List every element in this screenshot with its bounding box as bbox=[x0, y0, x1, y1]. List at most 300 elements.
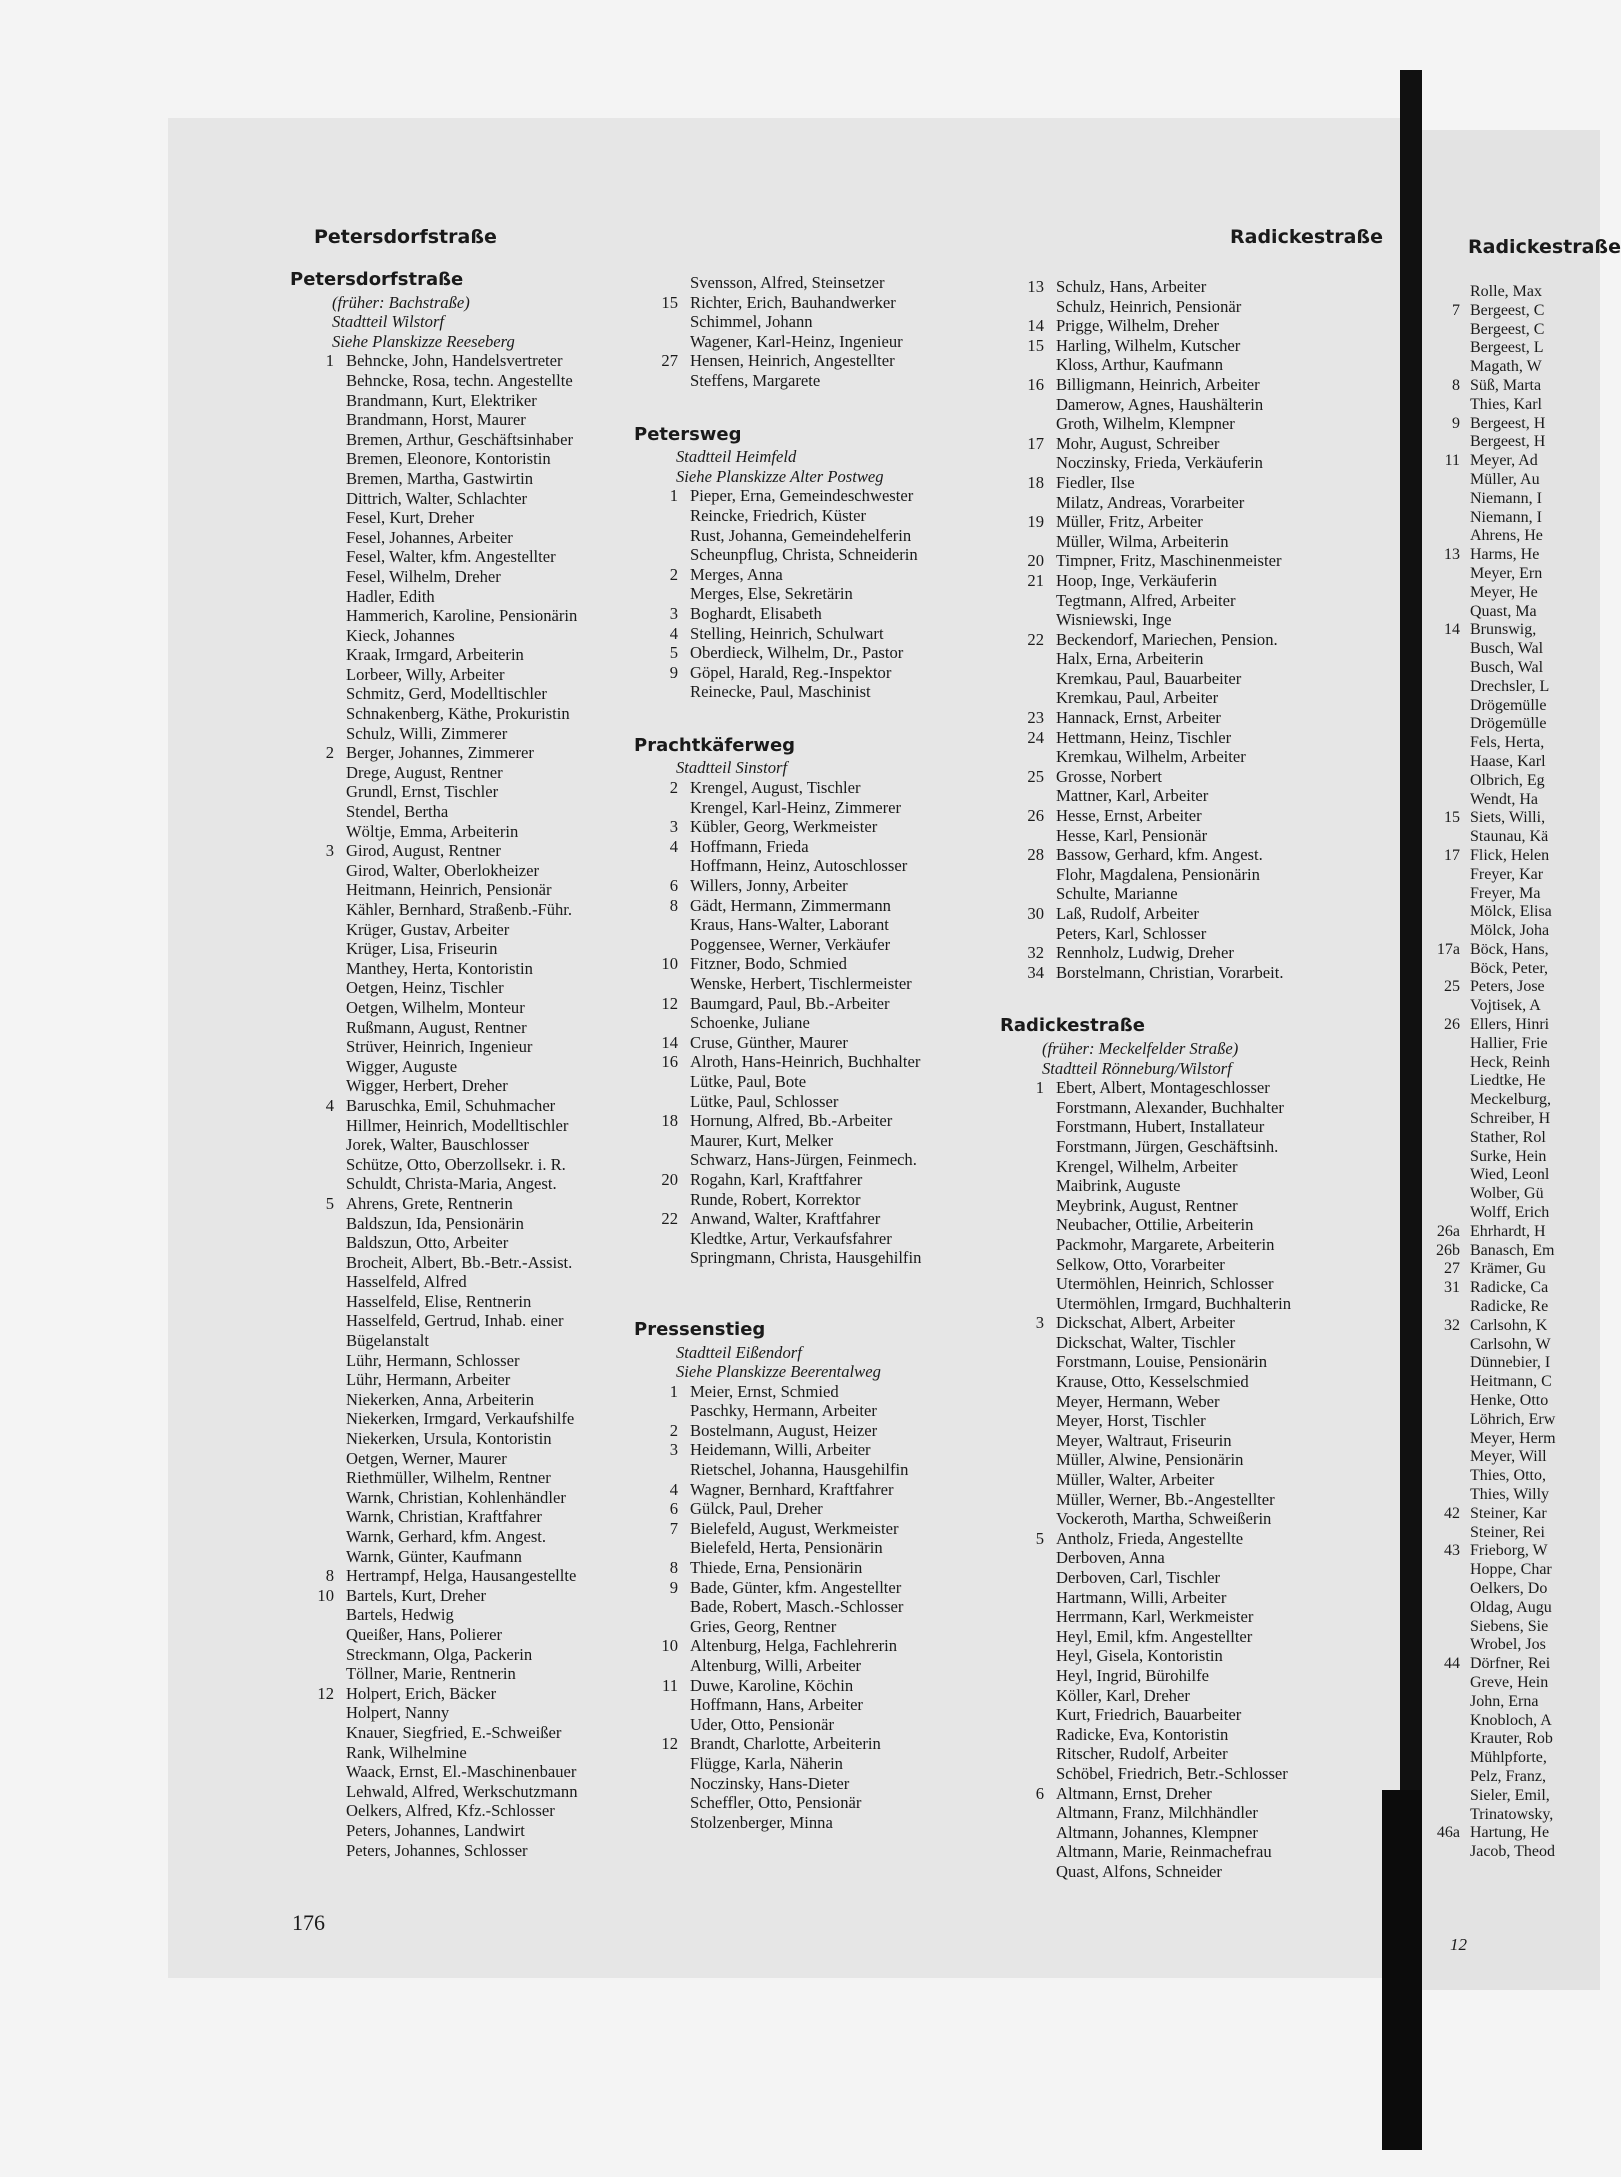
house-number bbox=[1010, 1411, 1056, 1431]
house-number bbox=[300, 508, 346, 528]
house-number bbox=[1010, 1470, 1056, 1490]
house-number bbox=[644, 332, 690, 352]
resident-entry: Alroth, Hans-Heinrich, Buchhalter bbox=[690, 1052, 921, 1072]
directory-entry bbox=[1010, 1333, 1291, 1353]
directory-entry bbox=[1010, 532, 1291, 552]
directory-entry bbox=[1428, 1072, 1600, 1091]
directory-entry bbox=[1010, 473, 1291, 493]
resident-entry: Altmann, Johannes, Klempner bbox=[1056, 1822, 1258, 1842]
house-number: 32 bbox=[1444, 1316, 1460, 1334]
directory-entry bbox=[1428, 809, 1600, 828]
directory-entry bbox=[1010, 904, 1291, 924]
house-number bbox=[1428, 1148, 1470, 1167]
house-number bbox=[644, 1131, 690, 1151]
directory-entry bbox=[1428, 433, 1600, 452]
resident-entry: Rogahn, Karl, Kraftfahrer bbox=[690, 1169, 863, 1189]
house-number bbox=[300, 410, 346, 430]
directory-entry bbox=[1428, 1730, 1600, 1749]
directory-entry bbox=[644, 1033, 921, 1053]
section-spacer bbox=[1010, 982, 1291, 1016]
street-note: Stadtteil Heimfeld bbox=[676, 447, 797, 467]
resident-entry: Schütze, Otto, Oberzollsekr. i. R. bbox=[346, 1154, 566, 1174]
house-number: 8 bbox=[669, 1558, 678, 1578]
resident-entry: Mölck, Joha bbox=[1470, 922, 1550, 940]
house-number bbox=[1428, 396, 1470, 415]
directory-entry bbox=[644, 1656, 921, 1676]
directory-entry bbox=[644, 1170, 921, 1190]
house-number bbox=[1010, 1764, 1056, 1784]
directory-entry bbox=[300, 1684, 578, 1704]
house-number: 24 bbox=[1027, 727, 1044, 747]
directory-entry bbox=[644, 1695, 921, 1715]
house-number bbox=[300, 1351, 346, 1371]
street-note: Stadtteil Sinstorf bbox=[676, 758, 788, 778]
house-number: 26 bbox=[1444, 1016, 1460, 1034]
house-number bbox=[1010, 669, 1056, 689]
directory-entry bbox=[644, 1052, 921, 1072]
house-number bbox=[644, 584, 690, 604]
directory-entry bbox=[1010, 1548, 1291, 1568]
resident-entry: Dickschat, Walter, Tischler bbox=[1056, 1332, 1236, 1352]
resident-entry: Stelling, Heinrich, Schulwart bbox=[690, 623, 884, 643]
house-number bbox=[1428, 339, 1470, 358]
house-number: 18 bbox=[1027, 472, 1044, 492]
directory-entry bbox=[1428, 659, 1600, 678]
resident-entry: Müller, Fritz, Arbeiter bbox=[1056, 512, 1203, 532]
house-number: 7 bbox=[1452, 301, 1460, 319]
house-number bbox=[1010, 1215, 1056, 1235]
house-number bbox=[1428, 1392, 1470, 1411]
directory-entry bbox=[644, 974, 921, 994]
resident-entry: Stather, Rol bbox=[1470, 1128, 1546, 1146]
directory-entry bbox=[1010, 1372, 1291, 1392]
resident-entry: Billigmann, Heinrich, Arbeiter bbox=[1056, 374, 1260, 394]
house-number: 1 bbox=[1035, 1078, 1044, 1098]
directory-entry bbox=[300, 724, 578, 744]
directory-entry bbox=[644, 1578, 921, 1598]
resident-entry: Köller, Karl, Dreher bbox=[1056, 1685, 1190, 1705]
resident-entry: Freyer, Ma bbox=[1470, 884, 1541, 902]
directory-entry bbox=[300, 841, 578, 861]
directory-entry bbox=[644, 1460, 921, 1480]
resident-entry: Hoffmann, Heinz, Autoschlosser bbox=[690, 856, 908, 876]
resident-entry: Oetgen, Werner, Maurer bbox=[346, 1448, 507, 1468]
resident-entry: Forstmann, Hubert, Installateur bbox=[1056, 1117, 1265, 1137]
directory-entry bbox=[1010, 1764, 1291, 1784]
directory-entry bbox=[1428, 1787, 1600, 1806]
resident-entry: Behncke, Rosa, techn. Angestellte bbox=[346, 370, 573, 390]
directory-entry bbox=[300, 430, 578, 450]
street-note: (früher: Bachstraße) bbox=[332, 292, 470, 312]
directory-entry bbox=[644, 1636, 921, 1656]
resident-entry: Ellers, Hinri bbox=[1470, 1016, 1550, 1034]
resident-entry: Schreiber, H bbox=[1470, 1110, 1551, 1128]
street-note: Stadtteil Wilstorf bbox=[332, 312, 445, 332]
resident-entry: Hensen, Heinrich, Angestellter bbox=[690, 351, 895, 371]
resident-entry: Lehwald, Alfred, Werkschutzmann bbox=[346, 1781, 578, 1801]
directory-entry bbox=[1428, 603, 1600, 622]
directory-entry bbox=[1428, 1204, 1600, 1223]
directory-entry bbox=[644, 1440, 921, 1460]
directory-entry bbox=[1010, 297, 1291, 317]
house-number bbox=[1010, 1568, 1056, 1588]
directory-entry bbox=[1010, 1842, 1291, 1862]
resident-entry: Dörfner, Rei bbox=[1470, 1655, 1551, 1673]
directory-entry bbox=[300, 508, 578, 528]
resident-entry: Queißer, Hans, Polierer bbox=[346, 1624, 503, 1644]
resident-entry: Wigger, Auguste bbox=[346, 1056, 458, 1076]
directory-entry bbox=[644, 1150, 921, 1170]
directory-entry bbox=[1428, 1542, 1600, 1561]
resident-entry: Warnk, Christian, Kraftfahrer bbox=[346, 1507, 542, 1527]
resident-entry: Waack, Ernst, El.-Maschinenbauer bbox=[346, 1762, 577, 1782]
house-number bbox=[300, 1527, 346, 1547]
house-number bbox=[1010, 1607, 1056, 1627]
house-number bbox=[1428, 903, 1470, 922]
resident-entry: Bremen, Martha, Gastwirtin bbox=[346, 468, 534, 488]
house-number bbox=[644, 1597, 690, 1617]
house-number bbox=[644, 1092, 690, 1112]
house-number bbox=[1010, 1744, 1056, 1764]
resident-entry: Krüger, Gustav, Arbeiter bbox=[346, 919, 510, 939]
street-heading: Pressenstieg bbox=[634, 1318, 766, 1340]
directory-entry bbox=[300, 567, 578, 587]
house-number bbox=[1428, 1636, 1470, 1655]
resident-entry: Hesse, Ernst, Arbeiter bbox=[1056, 806, 1202, 826]
resident-entry: Süß, Marta bbox=[1470, 376, 1542, 394]
directory-entry bbox=[1010, 1607, 1291, 1627]
resident-entry: Beckendorf, Mariechen, Pension. bbox=[1056, 629, 1278, 649]
directory-entry bbox=[1010, 1803, 1291, 1823]
resident-entry: Runde, Robert, Korrektor bbox=[690, 1189, 861, 1209]
resident-entry: Borstelmann, Christian, Vorarbeit. bbox=[1056, 962, 1284, 982]
resident-entry: Müller, Wilma, Arbeiterin bbox=[1056, 531, 1229, 551]
house-number: 26 bbox=[1027, 806, 1044, 826]
resident-entry: Duwe, Karoline, Köchin bbox=[690, 1675, 854, 1695]
directory-entry bbox=[1428, 1693, 1600, 1712]
resident-entry: Uder, Otto, Pensionär bbox=[690, 1714, 835, 1734]
directory-entry bbox=[1010, 453, 1291, 473]
resident-entry: Schulz, Hans, Arbeiter bbox=[1056, 277, 1207, 296]
directory-entry bbox=[300, 1488, 578, 1508]
house-number bbox=[1010, 1548, 1056, 1568]
directory-entry bbox=[300, 1703, 578, 1723]
house-number bbox=[300, 391, 346, 411]
resident-entry: Bostelmann, August, Heizer bbox=[690, 1420, 878, 1440]
directory-entry bbox=[644, 682, 921, 702]
house-number bbox=[300, 645, 346, 665]
directory-entry bbox=[1428, 1392, 1600, 1411]
resident-entry: Meckelburg, bbox=[1470, 1091, 1552, 1109]
directory-entry bbox=[300, 1527, 578, 1547]
house-number bbox=[644, 1813, 690, 1833]
house-number bbox=[1010, 1352, 1056, 1372]
house-number bbox=[1428, 1373, 1470, 1392]
house-number bbox=[300, 1488, 346, 1508]
resident-entry: Schulz, Heinrich, Pensionär bbox=[1056, 296, 1242, 316]
directory-entry bbox=[1428, 1148, 1600, 1167]
resident-entry: Krengel, Wilhelm, Arbeiter bbox=[1056, 1156, 1238, 1176]
directory-entry bbox=[1428, 1091, 1600, 1110]
resident-entry: Kähler, Bernhard, Straßenb.-Führ. bbox=[346, 900, 573, 919]
house-number bbox=[300, 802, 346, 822]
house-number bbox=[1428, 509, 1470, 528]
resident-entry: Radicke, Eva, Kontoristin bbox=[1056, 1724, 1229, 1744]
directory-entry bbox=[1428, 377, 1600, 396]
resident-entry: Holpert, Nanny bbox=[346, 1703, 450, 1723]
directory-entry bbox=[1428, 791, 1600, 810]
resident-entry: Radicke, Ca bbox=[1470, 1279, 1549, 1297]
directory-entry bbox=[1010, 610, 1291, 630]
directory-entry bbox=[644, 1754, 921, 1774]
directory-entry bbox=[1010, 728, 1291, 748]
directory-entry bbox=[1428, 1580, 1600, 1599]
directory-entry bbox=[644, 584, 921, 604]
resident-entry: Heitmann, C bbox=[1470, 1373, 1552, 1391]
resident-entry: Merges, Anna bbox=[690, 564, 783, 584]
directory-entry bbox=[300, 861, 578, 881]
house-number bbox=[1010, 1294, 1056, 1314]
house-number: 9 bbox=[669, 662, 678, 682]
directory-entry bbox=[1010, 1627, 1291, 1647]
directory-entry bbox=[644, 643, 921, 663]
resident-entry: Brandt, Charlotte, Arbeiterin bbox=[690, 1734, 881, 1754]
directory-entry bbox=[644, 954, 921, 974]
house-number bbox=[1010, 493, 1056, 513]
directory-entry bbox=[300, 391, 578, 411]
house-number bbox=[1428, 1524, 1470, 1543]
house-number bbox=[1428, 659, 1470, 678]
house-number: 16 bbox=[661, 1052, 678, 1072]
directory-entry bbox=[1428, 1467, 1600, 1486]
resident-entry: Hammerich, Karoline, Pensionärin bbox=[346, 606, 578, 626]
house-number bbox=[1010, 1627, 1056, 1647]
house-number: 2 bbox=[669, 778, 678, 798]
resident-entry: Böck, Hans, bbox=[1470, 940, 1549, 958]
resident-entry: Steiner, Kar bbox=[1470, 1504, 1547, 1522]
directory-entry bbox=[1010, 1117, 1291, 1137]
resident-entry: Meyer, Waltraut, Friseurin bbox=[1056, 1430, 1232, 1450]
resident-entry: Bremen, Arthur, Geschäftsinhaber bbox=[346, 429, 573, 449]
directory-entry bbox=[300, 1664, 578, 1684]
resident-entry: Forstmann, Alexander, Buchhalter bbox=[1056, 1097, 1284, 1117]
resident-entry: Fiedler, Ilse bbox=[1056, 472, 1135, 492]
resident-entry: Boghardt, Elisabeth bbox=[690, 603, 822, 623]
resident-entry: Rank, Wilhelmine bbox=[346, 1742, 467, 1762]
house-number bbox=[300, 1174, 346, 1194]
directory-entry bbox=[644, 1131, 921, 1151]
directory-entry bbox=[1428, 640, 1600, 659]
resident-entry: Lütke, Paul, Schlosser bbox=[690, 1091, 839, 1111]
directory-entry bbox=[300, 802, 578, 822]
resident-entry: Busch, Wal bbox=[1470, 640, 1544, 658]
resident-entry: Paschky, Hermann, Arbeiter bbox=[690, 1401, 877, 1421]
resident-entry: Utermöhlen, Irmgard, Buchhalterin bbox=[1056, 1293, 1292, 1313]
house-number bbox=[1428, 866, 1470, 885]
house-number bbox=[1010, 1196, 1056, 1216]
resident-entry: Hertrampf, Helga, Hausangestellte bbox=[346, 1566, 577, 1586]
resident-entry: Scheffler, Otto, Pensionär bbox=[690, 1793, 862, 1813]
house-number bbox=[1010, 924, 1056, 944]
directory-entry bbox=[644, 293, 921, 313]
resident-entry: Dittrich, Walter, Schlachter bbox=[346, 488, 528, 508]
resident-entry: Heyl, Emil, kfm. Angestellter bbox=[1056, 1626, 1253, 1646]
house-number: 9 bbox=[1452, 414, 1460, 432]
resident-entry: Dünnebier, I bbox=[1470, 1354, 1551, 1372]
column-3 bbox=[1000, 277, 1292, 1882]
house-number bbox=[1010, 1588, 1056, 1608]
house-number bbox=[1428, 734, 1470, 753]
resident-entry: Niekerken, Ursula, Kontoristin bbox=[346, 1429, 552, 1449]
house-number bbox=[644, 273, 690, 293]
resident-entry: Prigge, Wilhelm, Dreher bbox=[1056, 316, 1220, 336]
directory-entry bbox=[300, 939, 578, 959]
directory-entry bbox=[300, 449, 578, 469]
resident-entry: Meyer, Will bbox=[1470, 1448, 1547, 1466]
directory-entry bbox=[1428, 1768, 1600, 1787]
house-number: 4 bbox=[669, 623, 678, 643]
directory-entry bbox=[1428, 772, 1600, 791]
resident-entry: Baldszun, Otto, Arbeiter bbox=[346, 1233, 509, 1253]
house-number bbox=[1010, 1255, 1056, 1275]
resident-entry: Oelkers, Do bbox=[1470, 1579, 1548, 1597]
house-number bbox=[300, 880, 346, 900]
resident-entry: Mühlpforte, bbox=[1470, 1749, 1547, 1767]
directory-entry bbox=[644, 371, 921, 391]
resident-entry: Grundl, Ernst, Tischler bbox=[346, 782, 499, 802]
directory-entry bbox=[300, 1743, 578, 1763]
directory-entry bbox=[1428, 960, 1600, 979]
house-number bbox=[1428, 678, 1470, 697]
house-number: 25 bbox=[1444, 978, 1460, 996]
directory-entry bbox=[300, 900, 578, 920]
directory-entry bbox=[1428, 471, 1600, 490]
resident-entry: Drögemülle bbox=[1470, 715, 1547, 733]
directory-entry bbox=[1428, 546, 1600, 565]
resident-entry: Trinatowsky, bbox=[1470, 1805, 1554, 1823]
house-number bbox=[300, 920, 346, 940]
house-number: 28 bbox=[1027, 845, 1044, 865]
directory-entry bbox=[1428, 885, 1600, 904]
directory-entry bbox=[644, 351, 921, 371]
house-number: 6 bbox=[669, 876, 678, 896]
directory-entry bbox=[1010, 277, 1291, 297]
resident-entry: Behncke, John, Handelsvertreter bbox=[346, 351, 563, 371]
column-2 bbox=[634, 273, 922, 1832]
resident-entry: Staunau, Kä bbox=[1470, 828, 1549, 846]
resident-entry: Siets, Willi, bbox=[1470, 809, 1546, 827]
directory-entry bbox=[300, 1409, 578, 1429]
house-number bbox=[300, 1253, 346, 1273]
house-number bbox=[1010, 1333, 1056, 1353]
house-number bbox=[1428, 1467, 1470, 1486]
header-right: Radickestraße bbox=[1230, 226, 1383, 248]
resident-entry: Müller, Au bbox=[1470, 470, 1540, 488]
resident-entry: Brocheit, Albert, Bb.-Betr.-Assist. bbox=[346, 1252, 573, 1272]
directory-entry bbox=[300, 1468, 578, 1488]
house-number: 4 bbox=[669, 836, 678, 856]
directory-entry bbox=[644, 1092, 921, 1112]
house-number bbox=[1428, 828, 1470, 847]
resident-entry: Schmitz, Gerd, Modelltischler bbox=[346, 684, 547, 704]
resident-entry: Stendel, Bertha bbox=[346, 802, 449, 822]
directory-entry bbox=[1428, 302, 1600, 321]
directory-entry bbox=[1428, 1655, 1600, 1674]
page-number: 176 bbox=[292, 1910, 325, 1935]
street-note: (früher: Meckelfelder Straße) bbox=[1042, 1038, 1239, 1058]
house-number: 21 bbox=[1027, 570, 1044, 590]
directory-entry bbox=[1428, 415, 1600, 434]
directory-entry bbox=[300, 1586, 578, 1606]
directory-entry bbox=[300, 978, 578, 998]
house-number bbox=[1428, 997, 1470, 1016]
directory-entry bbox=[1428, 1430, 1600, 1449]
resident-entry: Kurt, Friedrich, Bauarbeiter bbox=[1056, 1705, 1242, 1725]
resident-entry: Girod, Walter, Oberlokheizer bbox=[346, 860, 540, 880]
directory-entry bbox=[1010, 414, 1291, 434]
house-number bbox=[300, 528, 346, 548]
house-number bbox=[1010, 1157, 1056, 1177]
house-number: 6 bbox=[1035, 1783, 1044, 1803]
house-number bbox=[1010, 1686, 1056, 1706]
resident-entry: Manthey, Herta, Kontoristin bbox=[346, 958, 533, 978]
directory-entry bbox=[1428, 1054, 1600, 1073]
directory-entry bbox=[300, 1762, 578, 1782]
resident-entry: Bassow, Gerhard, kfm. Angest. bbox=[1056, 845, 1263, 865]
resident-entry: Krengel, Karl-Heinz, Zimmerer bbox=[690, 797, 902, 817]
resident-entry: Hoppe, Char bbox=[1470, 1561, 1552, 1579]
house-number bbox=[1428, 1618, 1470, 1637]
resident-entry: Pieper, Erna, Gemeindeschwester bbox=[690, 486, 914, 506]
house-number: 44 bbox=[1444, 1655, 1460, 1673]
resident-entry: Peters, Karl, Schlosser bbox=[1056, 923, 1207, 943]
resident-entry: Bergeest, H bbox=[1470, 433, 1546, 451]
directory-entry bbox=[1010, 708, 1291, 728]
house-number bbox=[300, 1272, 346, 1292]
house-number bbox=[1428, 1091, 1470, 1110]
directory-entry bbox=[1428, 1411, 1600, 1430]
house-number bbox=[300, 1723, 346, 1743]
house-number bbox=[644, 1617, 690, 1637]
directory-entry bbox=[1010, 591, 1291, 611]
house-number bbox=[1010, 786, 1056, 806]
directory-entry bbox=[644, 778, 921, 798]
resident-entry: Bremen, Eleonore, Kontoristin bbox=[346, 449, 551, 469]
resident-entry: Maurer, Kurt, Melker bbox=[690, 1130, 834, 1150]
directory-entry bbox=[1010, 1352, 1291, 1372]
house-number bbox=[1428, 715, 1470, 734]
resident-entry: Mohr, August, Schreiber bbox=[1056, 433, 1220, 453]
house-number bbox=[300, 1743, 346, 1763]
resident-entry: Lühr, Hermann, Arbeiter bbox=[346, 1370, 511, 1390]
house-number bbox=[1428, 1806, 1470, 1825]
resident-entry: Willers, Jonny, Arbeiter bbox=[690, 876, 848, 896]
house-number bbox=[1428, 1787, 1470, 1806]
house-number bbox=[300, 1468, 346, 1488]
directory-entry bbox=[644, 915, 921, 935]
directory-entry bbox=[1010, 1744, 1291, 1764]
house-number bbox=[1428, 772, 1470, 791]
house-number bbox=[1010, 1372, 1056, 1392]
directory-entry bbox=[644, 1248, 921, 1268]
resident-entry: Quast, Ma bbox=[1470, 602, 1537, 620]
directory-entry bbox=[300, 1037, 578, 1057]
resident-entry: Rust, Johanna, Gemeindehelferin bbox=[690, 525, 912, 545]
directory-entry bbox=[644, 1111, 921, 1131]
house-number: 15 bbox=[1444, 809, 1460, 827]
house-number bbox=[1010, 1823, 1056, 1843]
section-spacer bbox=[644, 1268, 921, 1320]
